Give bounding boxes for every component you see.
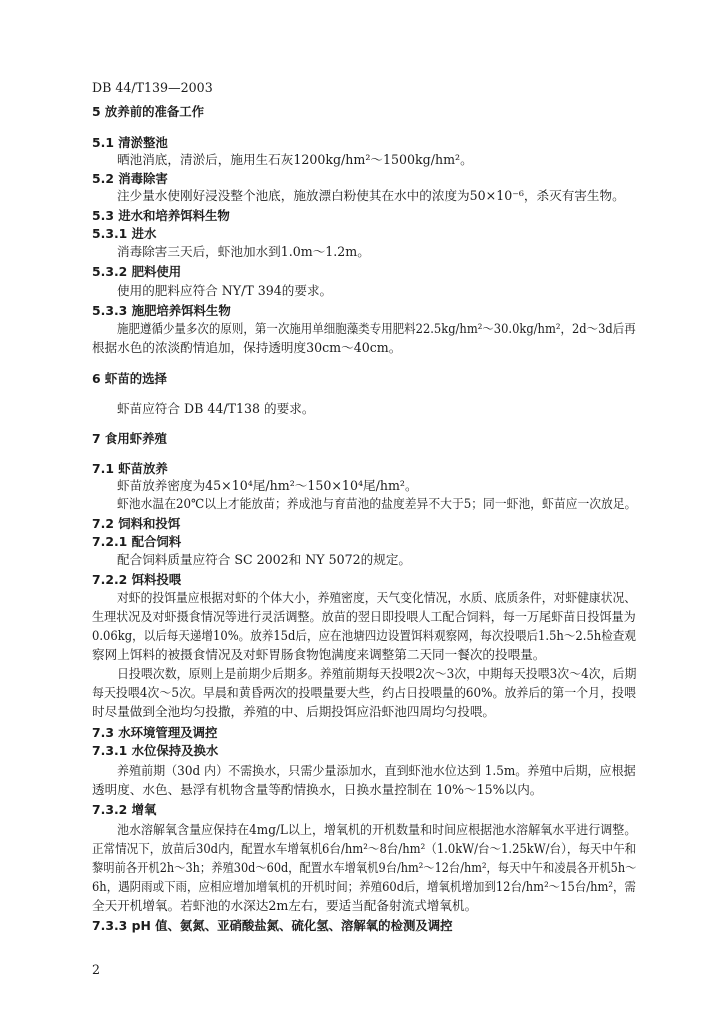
section-7-heading: 7 食用虾养殖 bbox=[92, 431, 167, 446]
paragraph-line: 晒池消底，清淤后，施用生石灰1200kg/hm²～1500kg/hm²。 bbox=[117, 152, 473, 167]
paragraph-line: 生理状况及对虾摄食情况等进行灵活调整。放苗的翌日即投喂人工配合饲料，每一万尾虾苗日投饵量为 bbox=[92, 609, 636, 624]
section-7-3-heading: 7.3 水环境管理及调控 bbox=[92, 725, 218, 740]
paragraph-line: 虾苗放养密度为45×10⁴尾/hm²～150×10⁴尾/hm²。 bbox=[117, 478, 418, 493]
paragraph-line: 察网上饵料的被摄食情况及对虾胃肠食物饱满度来调整第二天同一餐次的投喂量。 bbox=[92, 647, 546, 662]
paragraph-line: 正常情况下，放苗后30d内，配置水车增氧机6台/hm²～8台/hm²（1.0kW/台～1.25kW/台），每天中午和 bbox=[92, 841, 637, 856]
paragraph-line: 使用的肥料应符合 NY/T 394的要求。 bbox=[117, 283, 333, 298]
section-5-1-heading: 5.1 清淤整池 bbox=[92, 135, 168, 150]
section-5-3-3-heading: 5.3.3 施肥培养饵料生物 bbox=[92, 303, 231, 318]
section-7-3-3-heading: 7.3.3 pH 值、氨氮、亚硝酸盐氮、硫化氢、溶解氧的检测及调控 bbox=[92, 918, 453, 933]
paragraph-line: 虾苗应符合 DB 44/T138 的要求。 bbox=[117, 401, 315, 416]
section-6-heading: 6 虾苗的选择 bbox=[92, 371, 167, 386]
section-7-2-heading: 7.2 饲料和投饵 bbox=[92, 516, 181, 531]
paragraph-line: 根据水色的浓淡酌情追加，保持透明度30cm～40cm。 bbox=[92, 340, 402, 355]
section-5-3-2-heading: 5.3.2 肥料使用 bbox=[92, 264, 182, 279]
paragraph-line: 透明度、水色、悬浮有机物含量等酌情换水，日换水量控制在 10%～15%以内。 bbox=[92, 782, 543, 797]
paragraph-line: 虾池水温在20℃以上才能放苗；养成池与育苗池的盐度差异不大于5；同一虾池，虾苗应一次放足。 bbox=[117, 496, 637, 511]
paragraph-line: 时尽量做到全池均匀投撒，养殖的中、后期投饵应沿虾池四周均匀投喂。 bbox=[92, 704, 495, 719]
section-7-3-1-heading: 7.3.1 水位保持及换水 bbox=[92, 743, 219, 758]
section-7-2-2-heading: 7.2.2 饵料投喂 bbox=[92, 572, 182, 587]
section-5-3-heading: 5.3 进水和培养饵料生物 bbox=[92, 208, 230, 223]
standard-code-header: DB 44/T139—2003 bbox=[92, 80, 213, 95]
paragraph-line: 养殖前期（30d 内）不需换水，只需少量添加水，直到虾池水位达到 1.5m。养殖中后期，应根据 bbox=[117, 763, 636, 778]
paragraph-line: 池水溶解氧含量应保持在4mg/L以上，增氧机的开机数量和时间应根据池水溶解氧水平进行调整。 bbox=[117, 822, 637, 837]
paragraph-line: 配合饲料质量应符合 SC 2002和 NY 5072的规定。 bbox=[117, 552, 412, 567]
section-5-3-1-heading: 5.3.1 进水 bbox=[92, 226, 157, 241]
paragraph-line: 黎明前各开机2h～3h；养殖30d～60d，配置水车增氧机9台/hm²～12台/hm²，每天中午和凌晨各开机5h～ bbox=[92, 860, 637, 875]
page-number: 2 bbox=[92, 962, 101, 977]
paragraph-line: 消毒除害三天后，虾池加水到1.0m～1.2m。 bbox=[117, 244, 370, 259]
section-7-2-1-heading: 7.2.1 配合饲料 bbox=[92, 534, 182, 549]
paragraph-line: 对虾的投饵量应根据对虾的个体大小，养殖密度，天气变化情况，水质、底质条件，对虾健康状况、 bbox=[117, 590, 637, 605]
paragraph-line: 注少量水使刚好浸没整个池底，施放漂白粉使其在水中的浓度为50×10⁻⁶，杀灭有害生物。 bbox=[117, 188, 625, 203]
paragraph-line: 全天开机增氧。若虾池的水深达2m左右，要适当配备射流式增氧机。 bbox=[92, 898, 478, 913]
section-5-2-heading: 5.2 消毒除害 bbox=[92, 171, 168, 186]
paragraph-line: 施肥遵循少量多次的原则，第一次施用单细胞藻类专用肥料22.5kg/hm²～30.0kg/hm²，2d～3d后再 bbox=[117, 321, 636, 336]
paragraph-line: 6h，遇阴雨或下雨，应相应增加增氧机的开机时间；养殖60d后，增氧机增加到12台/hm²～15台/hm²，需 bbox=[92, 879, 636, 894]
section-7-1-heading: 7.1 虾苗放养 bbox=[92, 461, 168, 476]
paragraph-line: 每天投喂4次～5次。早晨和黄昏两次的投喂量要大些，约占日投喂量的60%。放养后的第一个月，投喂 bbox=[92, 685, 636, 700]
paragraph-line: 0.06kg，以后每天递增10%。放养15d后，应在池塘四边设置饵料观察网，每次投喂后1.5h～2.5h检查观 bbox=[92, 628, 636, 643]
section-7-3-2-heading: 7.3.2 增氧 bbox=[92, 802, 157, 817]
paragraph-line: 日投喂次数，原则上是前期少后期多。养殖前期每天投喂2次～3次，中期每天投喂3次～4次，后期 bbox=[117, 666, 637, 681]
section-5-heading: 5 放养前的准备工作 bbox=[92, 104, 205, 119]
